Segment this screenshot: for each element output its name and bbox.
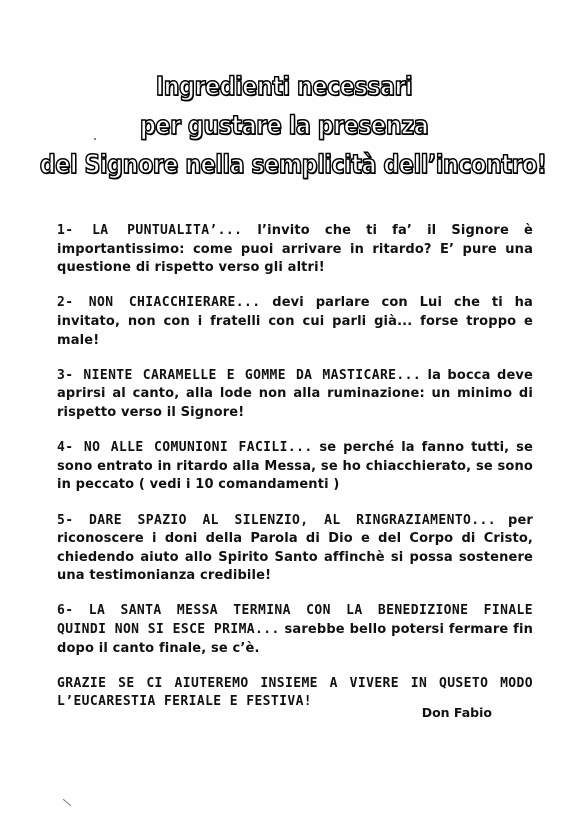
rule-text: l’invito che ti fa’ il Signore è importantissimo: come puoi arrivare in ritardo? E’ pure una questione di rispetto verso gli altri!	[57, 223, 533, 276]
rule-heading: 5- DARE SPAZIO AL SILENZIO, AL RINGRAZIAMENTO...	[57, 512, 496, 528]
title-line-2: per gustare la presenza	[139, 111, 429, 141]
title-line-3: del Signore nella semplicità dell’incontro!	[39, 150, 547, 180]
scan-scratch	[63, 799, 71, 806]
scan-speck	[94, 138, 96, 140]
rule-item-2	[57, 294, 533, 350]
rule-item-4	[57, 439, 533, 495]
rule-item-6	[57, 602, 533, 658]
title-line-1: Ingredienti necessari	[155, 72, 413, 102]
closing-text: GRAZIE SE CI AIUTEREMO INSIEME A VIVERE IN QUSETO MODO L’EUCARESTIA FERIALE E FESTIVA!	[57, 675, 533, 710]
rule-text: devi parlare con Lui che ti ha invitato, non con i fratelli con cui parli già... forse troppo e male!	[57, 295, 533, 348]
rule-item-5	[57, 512, 533, 586]
rule-heading: 6- LA SANTA MESSA TERMINA CON LA BENEDIZIONE FINALE QUINDI NON SI ESCE PRIMA...	[57, 603, 533, 638]
rule-heading: 1- LA PUNTUALITA’...	[57, 223, 243, 238]
signature: Don Fabio	[421, 705, 492, 720]
rule-heading: 3- NIENTE CARAMELLE E GOMME DA MASTICARE...	[57, 367, 422, 383]
rule-item-1	[57, 222, 533, 278]
flyer-body	[57, 222, 533, 712]
rule-text: se perché la fanno tutti, se sono entrato in ritardo alla Messa, se ho chiacchierato, se sono in peccato ( vedi i 10 comandamenti )	[57, 440, 533, 493]
rule-text: per riconoscere i doni della Parola di Dio e del Corpo di Cristo, chiedendo aiuto allo Spirito Santo affinchè si possa sostenere una testimonianza credibile!	[57, 512, 533, 584]
rule-text: sarebbe bello potersi fermare fin dopo il canto finale, se c’è.	[57, 622, 533, 656]
flyer-title	[0, 68, 568, 185]
rule-heading: 4- NO ALLE COMUNIONI FACILI...	[57, 440, 313, 456]
rule-heading: 2- NON CHIACCHIERARE...	[57, 295, 261, 311]
rule-item-3	[57, 367, 533, 423]
rule-text: la bocca deve aprirsi al canto, alla lode non alla ruminazione: un minimo di rispetto verso il Signore!	[57, 367, 534, 420]
